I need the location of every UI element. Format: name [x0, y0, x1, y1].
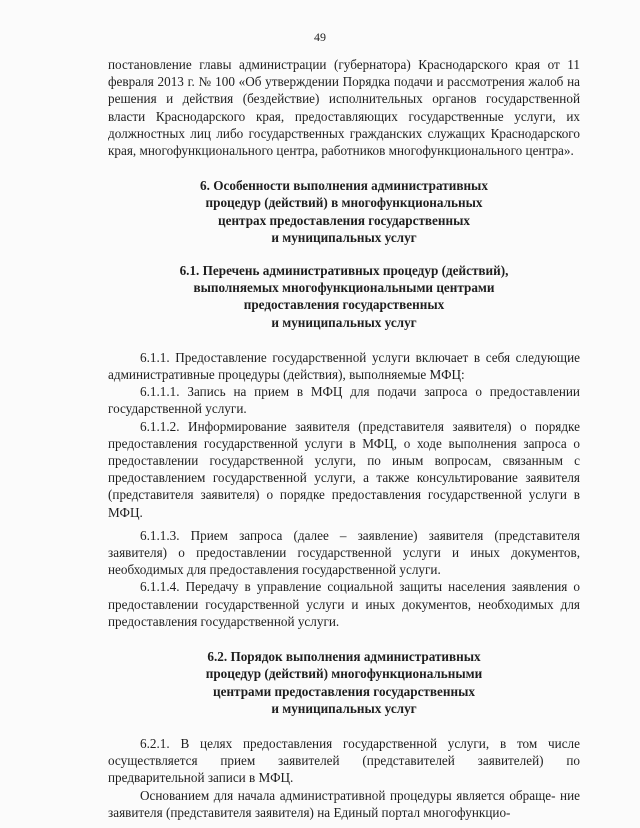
- paragraph-procedure-basis: Основанием для начала административной процедуры является обраще- ние заявителя (представителя заявителя) на Единый портал многофункцио-: [108, 787, 580, 820]
- heading-line: 6.2. Порядок выполнения административных: [207, 649, 481, 665]
- paragraph-6-2-1: 6.2.1. В целях предоставления государственной услуги, в том числе осуществляется прием заявителей (представителей заявителей) по предварительной записи в МФЦ.: [108, 735, 580, 786]
- heading-line: центрами предоставления государственных: [213, 683, 475, 699]
- section-6-heading: [108, 177, 580, 246]
- paragraph-6-1-1-2: 6.1.1.2. Информирование заявителя (представителя заявителя) о порядке предоставления государственной услуги в МФЦ, о ходе выполнения запроса о предоставлении государственной услуги, по иным вопросам, связанным с предоставлением государственной услуги, а также консультирование заявителя (представителя заявителя) о порядке предоставления государственной услуги в МФЦ.: [108, 418, 580, 520]
- heading-line: центрах предоставления государственных: [218, 212, 470, 228]
- paragraph-6-1-1-1: 6.1.1.1. Запись на прием в МФЦ для подачи запроса о предоставлении государственной услуги.: [108, 384, 580, 417]
- heading-line: 6. Особенности выполнения административных: [200, 178, 488, 194]
- heading-line: предоставления государственных: [243, 297, 445, 313]
- heading-line: и муниципальных услуг: [271, 700, 417, 716]
- page-number: 49: [314, 30, 326, 44]
- document-body: [108, 56, 580, 821]
- paragraph-6-1-1-3: 6.1.1.3. Прием запроса (далее – заявление) заявителя (представителя заявителя) о предоставлении государственной услуги и иных документов, необходимых для предоставления государственной услуги.: [108, 527, 580, 578]
- paragraph-6-1-1-4: 6.1.1.4. Передачу в управление социальной защиты населения заявления о предоставлении государственной услуги и иных документов, необходимых для предоставления государственной услуги.: [108, 579, 580, 629]
- heading-line: процедур (действий) многофункциональными: [205, 666, 483, 682]
- paragraph-6-1-1: 6.1.1. Предоставление государственной услуги включает в себя следующие административные процедуры (действия), выполняемые МФЦ:: [108, 349, 580, 383]
- section-6-2-heading: [108, 648, 580, 717]
- section-6-1-heading: [108, 262, 580, 331]
- heading-line: и муниципальных услуг: [271, 229, 417, 245]
- intro-paragraph: постановление главы администрации (губернатора) Краснодарского края от 11 февраля 2013 г. № 100 «Об утверждении Порядка подачи и рассмотрения жалоб на решения и действия (бездействие) исполнительных органов государственной власти Краснодарского края, предоставляющих государственные услуги, их должностных лиц либо государственных гражданских служащих Краснодарского края, многофункционального центра, работников многофункционального центра».: [108, 57, 580, 159]
- heading-line: и муниципальных услуг: [271, 314, 417, 330]
- heading-line: процедур (действий) в многофункциональных: [205, 195, 483, 211]
- heading-line: 6.1. Перечень административных процедур (действий),: [179, 263, 509, 279]
- heading-line: выполняемых многофункциональными центрами: [193, 280, 495, 296]
